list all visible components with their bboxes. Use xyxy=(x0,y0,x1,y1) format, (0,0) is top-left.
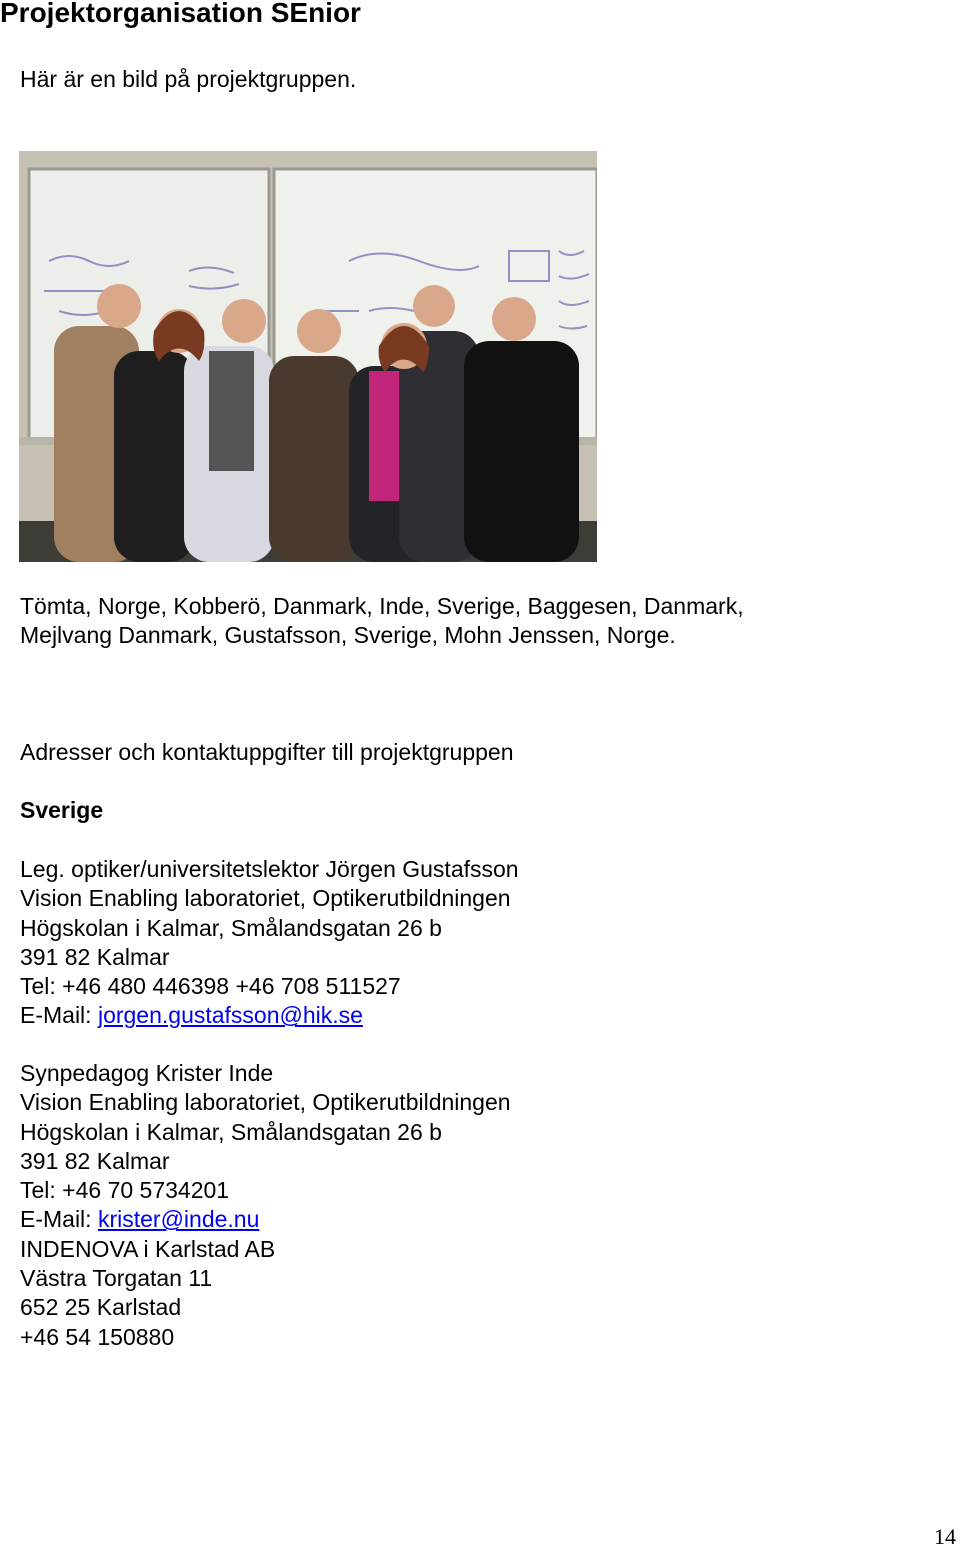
contact-block xyxy=(20,1059,511,1352)
contact-line: 391 82 Kalmar xyxy=(20,943,170,970)
intro-text: Här är en bild på projektgruppen. xyxy=(20,66,357,92)
contact-line: Vision Enabling laboratoriet, Optikerutbildningen xyxy=(20,1089,511,1116)
email-line xyxy=(20,1205,511,1234)
page-number: 14 xyxy=(934,1524,956,1549)
contact-line: Vision Enabling laboratoriet, Optikerutbildningen xyxy=(20,885,511,912)
caption-line: Mejlvang Danmark, Gustafsson, Sverige, Mohn Jenssen, Norge. xyxy=(20,622,676,648)
page-title: Projektorganisation SEnior xyxy=(0,0,361,28)
email-line xyxy=(20,1001,519,1030)
contact-block xyxy=(20,855,519,1031)
group-photo-icon xyxy=(19,151,597,562)
group-photo xyxy=(19,151,597,562)
contact-line: Synpedagog Krister Inde xyxy=(20,1060,274,1086)
contact-line: Tel: +46 70 5734201 xyxy=(20,1177,230,1204)
email-link[interactable]: krister@inde.nu xyxy=(97,1206,260,1233)
email-label: E-Mail: xyxy=(20,1206,98,1233)
country-heading: Sverige xyxy=(20,797,104,823)
section-heading: Adresser och kontaktuppgifter till projektgruppen xyxy=(20,739,514,765)
contact-line: Högskolan i Kalmar, Smålandsgatan 26 b xyxy=(20,914,442,941)
email-link[interactable]: jorgen.gustafsson@hik.se xyxy=(97,1002,363,1029)
photo-caption xyxy=(20,592,744,650)
caption-line: Tömta, Norge, Kobberö, Danmark, Inde, Sverige, Baggesen, Danmark, xyxy=(20,593,744,619)
email-label: E-Mail: xyxy=(20,1002,98,1029)
contact-line: +46 54 150880 xyxy=(20,1323,175,1350)
contact-line: Tel: +46 480 446398 +46 708 511527 xyxy=(20,973,401,1000)
contact-line: Leg. optiker/universitetslektor Jörgen Gustafsson xyxy=(20,856,519,882)
contact-line: 652 25 Karlstad xyxy=(20,1294,182,1321)
contact-line: Västra Torgatan 11 xyxy=(20,1265,213,1292)
contact-line: Högskolan i Kalmar, Smålandsgatan 26 b xyxy=(20,1118,442,1145)
contact-line: 391 82 Kalmar xyxy=(20,1147,170,1174)
contact-line: INDENOVA i Karlstad AB xyxy=(20,1235,276,1262)
